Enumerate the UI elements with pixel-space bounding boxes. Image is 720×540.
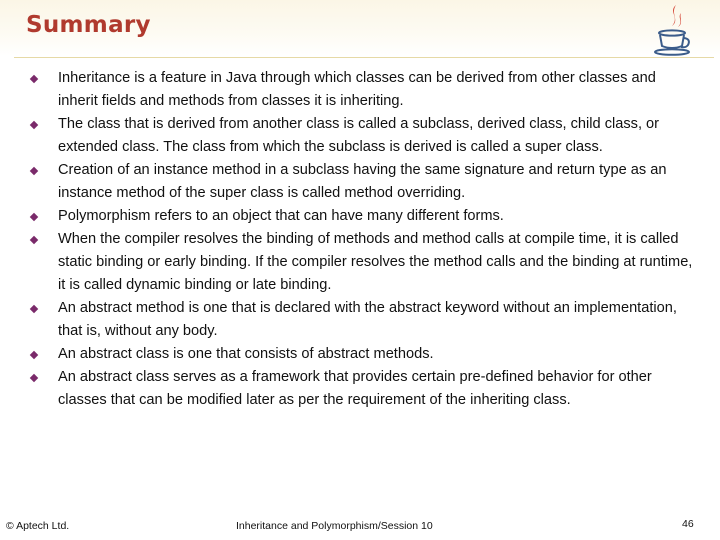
- slide-title: Summary: [26, 12, 151, 38]
- bullet-text: Inheritance is a feature in Java through which classes can be derived from other classes and inherit fields and methods from classes it is inheriting.: [58, 70, 656, 109]
- bullet-item: [28, 297, 694, 343]
- diamond-bullet-icon: [30, 213, 38, 221]
- java-coffee-cup-icon: [650, 2, 698, 60]
- bullet-item: [28, 67, 694, 113]
- diamond-bullet-icon: [30, 305, 38, 313]
- bullet-text: An abstract class serves as a framework that provides certain pre-defined behavior for other classes that can be modified later as per the requirement of the inheriting class.: [58, 369, 652, 408]
- diamond-bullet-icon: [30, 121, 38, 129]
- diamond-bullet-icon: [30, 75, 38, 83]
- diamond-bullet-icon: [30, 351, 38, 359]
- title-divider: [14, 57, 714, 58]
- bullet-item: [28, 343, 694, 366]
- bullet-text: Polymorphism refers to an object that can have many different forms.: [58, 208, 504, 224]
- bullet-item: [28, 205, 694, 228]
- bullet-text: When the compiler resolves the binding of methods and method calls at compile time, it is called static binding or early binding. If the compiler resolves the method calls and the binding at runtime, it is called dynamic binding or late binding.: [58, 231, 693, 293]
- footer-copyright: © Aptech Ltd.: [6, 520, 70, 532]
- bullet-text: The class that is derived from another class is called a subclass, derived class, child class, or extended class. The class from which the subclass is derived is called a super class.: [58, 116, 660, 155]
- footer-session: Inheritance and Polymorphism/Session 10: [236, 520, 433, 532]
- bullet-item: [28, 228, 694, 297]
- bullet-item: [28, 159, 694, 205]
- page-number: 46: [682, 518, 694, 530]
- diamond-bullet-icon: [30, 374, 38, 382]
- bullet-item: [28, 113, 694, 159]
- bullet-text: An abstract method is one that is declared with the abstract keyword without an implementation, that is, without any body.: [58, 300, 677, 339]
- bullet-item: [28, 366, 694, 412]
- diamond-bullet-icon: [30, 236, 38, 244]
- bullet-text: Creation of an instance method in a subclass having the same signature and return type as an instance method of the super class is called method overriding.: [58, 162, 667, 201]
- bullet-list: [28, 67, 694, 412]
- bullet-text: An abstract class is one that consists of abstract methods.: [58, 346, 434, 362]
- diamond-bullet-icon: [30, 167, 38, 175]
